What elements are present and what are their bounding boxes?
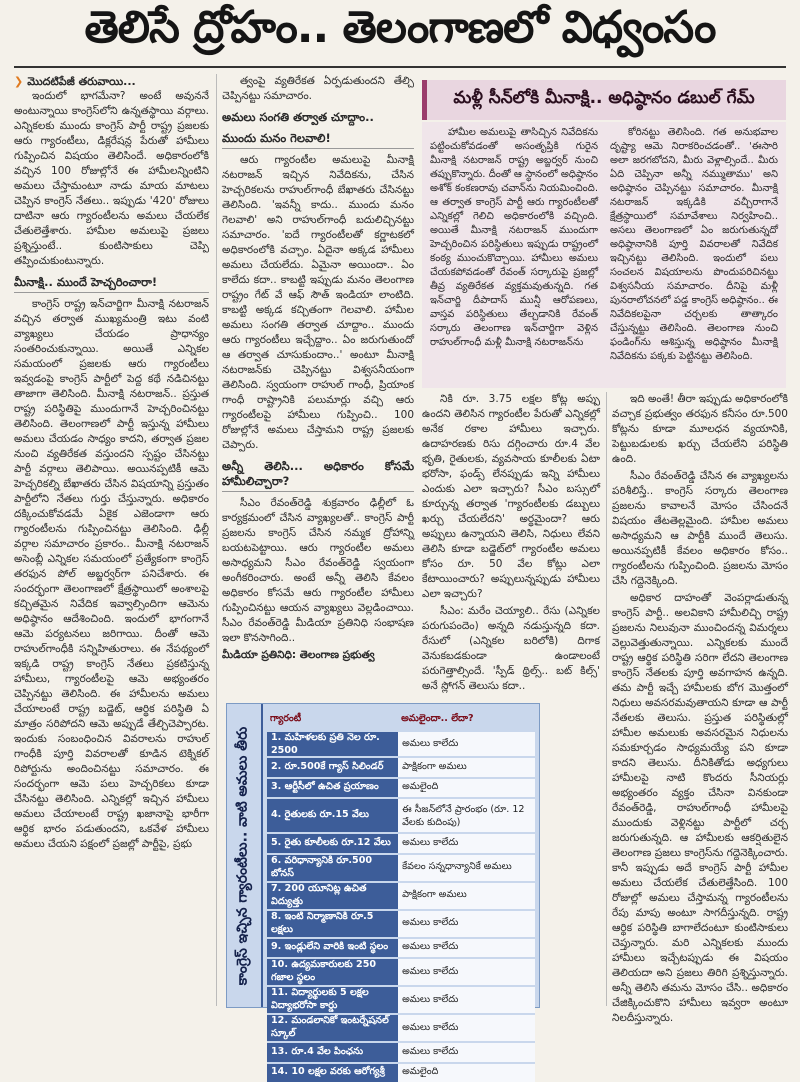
col4-paragraph-1: ఇది అంతే! తీరా ఇప్పుడు అధికారంలోకి వచ్చాక ప్రభుత్వం తరఫున కనీసం రూ.500 కోట్లను కూడా మూలధన వ్యయానికి, పెట్టుబడులకు ఖర్చు చేయలేని పరిస్థితి ఉంది. — [612, 392, 788, 467]
status-cell: కేవలం సన్నధాన్యానికే అమలు — [398, 854, 535, 882]
guarantee-cell: 4. రైతులకు రూ.15 వేలు — [267, 798, 398, 833]
box-column-right — [610, 126, 778, 384]
col2-subheading-3: అన్నీ తెలిసి... అధికారం కోసమే హామీలిచ్చారా? — [222, 459, 414, 492]
column-3 — [422, 392, 600, 698]
status-cell: అమలు కాలేదు — [398, 833, 535, 854]
guarantee-cell: 12. మండలానికో ఇంటర్నేషనల్ స్కూల్ — [267, 1014, 398, 1042]
box-right-text: కోరినట్టు తెలిసింది. గత అనుభవాల దృష్ట్యా ఆమె నిరాకరించడంతో.. 'ఈసారి అలా జరగబోదని, మీరు వెళ్లాల్సిందే.. మీరు ఏది చెప్పినా అన్నీ నమ్ముతాము' అని అధిష్ఠానం చెప్పినట్టు సమాచారం. మీనాక్షి నటరాజన్ ఇక్కడికి వచ్చీరాగానే క్షేత్రస్థాయిలో సమావేశాలు నిర్వహించి.. అసలు తెలంగాణలో ఏం జరుగుతున్నదో అధిష్ఠానానికి పూర్తి వివరాలతో నివేదిక ఇచ్చినట్టు తెలిసింది. ఇందులో పలు సంచలన విషయాలను పొందుపరిచినట్టు విశ్వసనీయ సమాచారం. దీనిపై మళ్లీ పునరాలోచనలో పడ్డ కాంగ్రెస్ అధిష్ఠానం.. ఈ నివేదికలపైనా చర్చలకు తాత్కారం చేస్తున్నట్టు తెలిసింది. తెలంగాణ నుంచి ఫండింగ్‌ను ఆశిస్తున్న అధిష్ఠానం మీనాక్షి నివేదికను పక్కకు పెట్టినట్టు తెలిసింది. — [610, 126, 778, 364]
table-header-status: అమలైందా.. లేదా? — [398, 708, 535, 731]
page-headline: తెలిసే ద్రోహం.. తెలంగాణలో విధ్వంసం — [0, 0, 800, 66]
table-header-row — [267, 708, 535, 731]
guarantee-cell: 1. మహిళలకు ప్రతి నెల రూ. 2500 — [267, 731, 398, 757]
guarantee-cell: 6. వరిధాన్యానికి రూ.500 బోనస్ — [267, 854, 398, 882]
box-headline — [422, 80, 786, 120]
table-row — [267, 1063, 535, 1082]
table-row — [267, 757, 535, 778]
column-4 — [612, 392, 788, 1006]
status-cell: అమలు కాలేదు — [398, 1042, 535, 1063]
guarantee-table-box — [226, 703, 540, 1008]
col1-paragraph-2: కాంగ్రెస్ రాష్ట్ర ఇన్‌చార్జిగా మీనాక్షి నటరాజన్ వచ్చిన తర్వాత ముఖ్యమంత్రి ఇటు వంటి వ్యాఖ్యలు చేయడం ప్రాధాన్యం సంతరించుకున్నాయి. అయితే ఎన్నికల సమయంలో ప్రజలకు ఆరు గ్యారంటీలు ఇవ్వడంపై కాంగ్రెస్ పార్టీలో పెద్ద కథే నడిచినట్టు తాజాగా తెలిసింది. మీనాక్షి నటరాజన్.. ప్రస్తుత రాష్ట్ర పరిస్థితిపై ముందుగానే హెచ్చరించినట్టు తెలిసింది. తెలంగాణలో పార్టీ ఇస్తున్న హామీలు అమలు చేయడం సాధ్యం కాదని, తర్వాత ప్రజల నుంచి వ్యతిరేకత వస్తుందని స్పష్టం చేసినట్టు పార్టీ వర్గాలు తెలిపాయి. అయినప్పటికీ ఆమె హెచ్చరికల్ని బేఖాతరు చేసిన విషయాన్ని ప్రస్తుతం పార్టీలోని నేతలు గుర్తు చేస్తున్నారు. అధికారం దక్కించుకోవడమే ఏకైక ఎజెండాగా ఆరు గ్యారంటీలను గుప్పించినట్టు తెలిసింది. ఢిల్లీ వర్గాల సమాచారం ప్రకారం.. మీనాక్షి నటరాజన్ అసెంబ్లీ ఎన్నికల సమయంలో ప్రత్యేకంగా కాంగ్రెస్ తరఫున పోల్ అబ్జర్వర్‌గా పనిచేశారు. ఈ సందర్భంగా తెలంగాణలో క్షేత్రస్థాయిలో అంశాలపై కచ్చితమైన నివేదిక ఇవ్వాల్సిందిగా ఆమెను అధిష్ఠానం ఆదేశించింది. ఇందులో భాగంగానే ఆమె పర్యటనలు జరిగాయి. దీంతో ఆమె రాహుల్‌గాంధీకి సన్నిహితురాలు. ఈ నేపథ్యంలో ఇక్కడి రాష్ట్ర కాంగ్రెస్ నేతలు ప్రకటిస్తున్న హామీలు, గ్యారంటీలపై ఆమె అభ్యంతరం చెప్పినట్టు తెలిసింది. ఈ హామీలను అమలు చేయాలంటే రాష్ట్ర బడ్జెట్, ఆర్థిక పరిస్థితి ఏ మాత్రం సరిపోదని ఆమె అప్పుడే తేల్చిచెప్పారట. ఇందుకు సంబంధించిన వివరాలను రాహుల్ గాంధీకి పూర్తి వివరాలతో కూడిన టెక్నికల్ రిపోర్టును అందించినట్టు సమాచారం. ఈ సందర్భంగా ఆమె పలు హెచ్చరికలు కూడా చేసినట్టు తెలిసింది. ఎన్నికల్లో ఇచ్చిన హామీలు అమలు చేయాలంటే రాష్ట్ర ఖజానాపై భారీగా ఆర్థిక భారం పడుతుందని, ఒకవేళ హామీలు అమలు చేయని పక్షంలో ప్రజల్లో పార్టీపై, ప్రభు — [14, 297, 209, 852]
col1-paragraph-1: ఇందులో భాగమేనా? అంటే అవుననే అంటున్నాయి కాంగ్రెస్‌లోని ఉన్నతస్థాయి వర్గాలు. ఎన్నికలకు ముందు కాంగ్రెస్ పార్టీ రాష్ట్ర ప్రజలకు ఆరు గ్యారంటీలు, డిక్లరేషన్ల పేరుతో హామీలు గుప్పించిన విషయం తెలిసిందే. అధికారంలోకి వచ్చిన 100 రోజుల్లోనే ఈ హామీలన్నింటిని అమలు చేస్తామంటూ నాడు మాయ మాటలు చెప్పిన కాంగ్రెస్ నేతలు.. ఇప్పుడు '420' రోజులు దాటినా ఆరు గ్యారంటీలను అమలు చేయలేక చేతులెత్తేశారు. హామీల అమలుపై ప్రజలు ప్రశ్నిస్తుంటే.. కుంటిసాకులు చెప్పి తప్పించుకుంటున్నారు. — [14, 89, 209, 269]
status-cell: అమలు కాలేదు — [398, 958, 535, 986]
guarantee-cell: 3. ఆర్టీసీలో ఉచిత ప్రయాణం — [267, 778, 398, 799]
table-row — [267, 1014, 535, 1042]
table-row — [267, 833, 535, 854]
status-cell: అమలు కాలేదు — [398, 731, 535, 757]
status-cell: పాక్షికంగా అమలు — [398, 757, 535, 778]
box-left-text: హామీల అమలుపై తాసిచ్చిన నివేదికను పట్టించుకోవడంతో అసంతృప్తికి గురైన మీనాక్షి నటరాజన్ రాష్ట్ర అబ్జర్వర్ నుంచి తప్పుకొన్నారు. దీంతో ఆ స్థానంలో అధిష్ఠానం అశోక్ కంకణరావు చవాన్‌ను నియమించింది. ఆ తర్వాత కాంగ్రెస్ పార్టీ ఆరు గ్యారంటీలతో ఎన్నికల్లో గెలిచి అధికారంలోకి వచ్చింది. అయితే మీనాక్షి నటరాజన్ ముందుగా హెచ్చరించిన పరిస్థితులు ఇప్పుడు రాష్ట్రంలో కంఠ్య ముంచుకొచ్చాయి. హామీలు అమలు చేయకపోవడంతో రేవంత్ సర్కారుపై ప్రజల్లో తీవ్ర వ్యతిరేకత వ్యక్తమవుతున్నది. గత ఇన్‌చార్జి దీపాదాస్ మున్షీ ఆరోపణలు, వాస్తవ పరిస్థితులు తేల్చడానికి రేవంత్ సర్కారు తెలంగాణ ఇన్‌చార్జిగా వెళ్లిన రాహుల్‌గాంధీ మళ్లీ మీనాక్షి నటరాజన్‌ను — [430, 126, 598, 350]
table-body — [267, 731, 535, 1082]
kicker-text: మొదటిపేజీ తరువాయి... — [27, 75, 136, 88]
status-cell: ఈ సీజన్‌లోనే ప్రారంభం (రూ. 12 వేలకు కుదింపు) — [398, 798, 535, 833]
guarantee-cell: 5. రైతు కూలీలకు రూ.12 వేలు — [267, 833, 398, 854]
guarantee-cell: 10. ఉద్యమకారులకు 250 గజాల స్థలం — [267, 958, 398, 986]
status-cell: అమలు కాలేదు — [398, 910, 535, 938]
headline-rule — [14, 66, 786, 68]
status-cell: అమలు కాలేదు — [398, 986, 535, 1014]
table-row — [267, 910, 535, 938]
table-vertical-title: కాంగ్రెస్ ఇచ్చిన గ్యారంటీలు.. వాటి అమలు తీరు — [227, 704, 261, 1007]
status-cell: అమలు కాలేదు — [398, 1014, 535, 1042]
guarantee-cell: 11. విద్యార్థులకు 5 లక్షల విద్యాభరోసా కార్డు — [267, 986, 398, 1014]
table-vertical-rule — [261, 704, 263, 1007]
column-divider — [606, 392, 607, 1006]
table-row — [267, 1042, 535, 1063]
col4-paragraph-3: అధికార దాహంతో వెంపర్లాడుతున్న కాంగ్రెస్ పార్టీ.. అలవికాని హామీలిచ్చి రాష్ట్ర ప్రజలను నిలువునా ముంచిందన్న విమర్శలు వెల్లువెత్తుతున్నాయి. ఎన్నికలకు ముందే రాష్ట్ర ఆర్థిక పరిస్థితి సరిగా లేదని తెలంగాణ కాంగ్రెస్ నేతలకు పూర్తి అవగాహన ఉన్నది. తమ పార్టీ ఇచ్చే హామీలకు బోగ మొత్తంలో నిధులు అవసరమవుతాయని కూడా ఆ పార్టీ నేతలకు తెలుసు. ప్రస్తుత పరిస్థితుల్లో హామీల అమలుకు అవసరమైన నిధులను సమకూర్చడం సాధ్యమయ్యే పని కూడా కాదని తెలుసు. దీనికితోడు అధ్యగులు హామీలపై నాటి కొందరు సీనియర్లు అభ్యంతరం వ్యక్తం చేసినా వినకుండా రేవంత్‌రెడ్డి, రాహుల్‌గాంధీ హామీలపై ముందుకు వెళ్లినట్టు పార్టీలో చర్చ జరుగుతున్నది. ఆ హామీలకు ఆకర్షితులైన తెలంగాణ ప్రజలు కాంగ్రెస్‌ను గద్దెనెక్కించారు. కానీ ఇప్పుడు అదే కాంగ్రెస్ పార్టీ హామీల అమలు చేయలేక చేతులెత్తేసింది. 100 రోజుల్లో అమలు చేస్తామన్న గ్యారంటీలను రేపు మాపు అంటూ సాగదీస్తున్నది. రాష్ట్ర ఆర్థిక పరిస్థితి బాగాలేదంటూ కుంటిసాకులు చెప్తున్నారు. మరి ఎన్నికలకు ముందు హామీలు ఇచ్చేటప్పుడు ఈ విషయం తెలియదా అని ప్రజలు తిరిగి ప్రశ్నిస్తున్నారు. అన్నీ తెలిసి తమను మోసం చేసి.. అధికారం చేజిక్కించుకొని హామీలు ఇవ్వరా అంటూ నిలదీస్తున్నారు. — [612, 591, 788, 1026]
table-row — [267, 854, 535, 882]
table-row — [267, 731, 535, 757]
arrow-icon: ❯ — [14, 75, 23, 88]
col2-paragraph-3: సీఎం రేవంత్‌రెడ్డి శుక్రవారం ఢిల్లీలో ఓ కార్యక్రమంలో చేసిన వ్యాఖ్యలతో.. కాంగ్రెస్ పార్టీ ప్రజలను కాంగ్రెస్ చేసిన నమ్మక ద్రోహాన్ని బయటపెట్టాయి. ఆరు గ్యారంటీల అమలు అసాధ్యమని సీఎం రేవంత్‌రెడ్డి స్వయంగా అంగీకరించారు. అంటే అన్నీ తెలిసి కేవలం అధికారం కోసమే ఆరు గ్యారంటీల హామీలు గుప్పించినట్టు ఆయన వ్యాఖ్యలు వెల్లడించాయి. సీఎం రేవంత్‌రెడ్డి మీడియా ప్రతినిధి సంభాషణ ఇలా కొనసాగింది.. — [222, 496, 414, 646]
guarantee-cell: 13. రూ.4 వేల పింఛను — [267, 1042, 398, 1063]
table-row — [267, 938, 535, 959]
status-cell: అమలైంది — [398, 1063, 535, 1082]
status-cell: పాక్షికంగా అమలు — [398, 882, 535, 910]
guarantee-cell: 8. ఇంటి నిర్మాణానికి రూ.5 లక్షలు — [267, 910, 398, 938]
box-title: మళ్లీ సీన్‌లోకి మీనాక్షి.. అధిష్ఠానం డబుల్ గేమ్ — [453, 88, 754, 112]
table-row — [267, 778, 535, 799]
col2-subheading-1: అమలు సంగతి తర్వాత చూద్దాం.. — [222, 110, 414, 125]
kicker — [14, 74, 209, 89]
guarantee-table — [267, 708, 535, 1082]
col2-paragraph-1: త్వంపై వ్యతిరేకత ఏర్పడుతుందని తేల్చి చెప్పినట్టు సమాచారం. — [222, 74, 414, 104]
status-cell: అమలు కాలేదు — [398, 938, 535, 959]
column-2 — [222, 74, 414, 700]
col4-paragraph-2: సీఎం రేవంత్‌రెడ్డి చేసిన ఈ వ్యాఖ్యలను పరిశీలిస్తే.. కాంగ్రెస్ సర్కారు తెలంగాణ ప్రజలను కావాలనే మోసం చేసిందనే విషయం తేటతెల్లమైంది. హామీల అమలు అసాధ్యమని ఆ పార్టీకి ముందే తెలుసు. అయినప్పటికీ కేవలం అధికారం కోసం.. గ్యారంటీలను గుప్పించింది. ప్రజలను మోసం చేసి గద్దెనెక్కింది. — [612, 469, 788, 589]
col3-paragraph-1: నికి రూ. 3.75 లక్షల కోట్ల అప్పు ఉందని తెలిసిన గ్యారంటీల పేరుతో ఎన్నికల్లో అనేక రకాల హామీలు ఇచ్చారు. ఉదాహరణకు రిసు దగ్గించారు రూ.4 వేల భృతి, రైతులకు, వ్యవసాయ కూలీలకు ఏటా భరోసా, ఫండ్స్ లేనప్పుడు ఇన్ని హామీలు ఎందుకు ఎలా ఇచ్చారు? సీఎం బస్సులో కూర్చున్న తర్వాత 'గ్యారంటీలకు డబ్బులు ఖర్చు చేయలేదని' అర్థమైందా? ఆరు అప్పులు ఉన్నాయని తెలిసి, నిధులు లేవని తెలిసి కూడా బడ్జెట్‌లో గ్యారంటీల అమలు కోసం రూ. 50 వేల కోట్లు ఎలా కేటాయించారు? అప్పులున్నప్పుడు హామీలు ఎలా ఇచ్చారు? — [422, 392, 600, 602]
column-divider — [216, 74, 217, 1006]
col1-subheading: మీనాక్షి.. ముందే హెచ్చరించారా! — [14, 275, 209, 293]
table-header-guarantee: గ్యారంటీ — [267, 708, 398, 731]
table-row — [267, 986, 535, 1014]
guarantee-cell: 2. రూ.500కే గ్యాస్ సిలిండర్ — [267, 757, 398, 778]
box-column-left — [430, 126, 598, 384]
col3-paragraph-2: సీఎం: మరేం చెయ్యాలి.. రేసు (ఎన్నికల పరుగుపందెం) అన్నది నడుస్తున్నది కదా. రేసులో (ఎన్నికల బరిలోకి) దిగాక వెనుకబడకుండా ఉండాలంటే పరుగెత్తాల్సిందే. 'స్పీడ్ థ్రిల్స్.. బట్ కిల్స్' అనే స్లోగన్ తెలుసు కదా.. — [422, 604, 600, 694]
table-row — [267, 882, 535, 910]
column-1 — [14, 74, 209, 1006]
col2-paragraph-2: ఆరు గ్యారంటీల అమలుపై మీనాక్షి నటరాజన్ ఇచ్చిన నివేదికను, చేసిన హెచ్చరికలను రాహుల్‌గాంధీ బేఖాతరు చేసినట్టు తెలిసింది. 'ఇవన్నీ కాదు.. ముందు మనం గెలవాలి' అని రాహుల్‌గాంధీ బదులిచ్చినట్టు సమాచారం. 'ఐదే గ్యారంటీలతో కర్ణాటకలో అధికారంలోకి వచ్చాం. ఏదైనా అక్కడ హామీలు అమలు చేయలేదు. ఏమైనా అయిందా.. ఏం కాలేదు కదా.. కాబట్టి ఇప్పుడు మనం తెలంగాణ రాష్ట్రం గేట్ వే ఆఫ్ సౌత్ ఇండియా లాంటిది. కాబట్టి అక్కడ కచ్చితంగా గెలవాలి. హామీల అమలు సంగతి తర్వాత చూద్దాం.. ముందు ఆరు గ్యారంటీలు ఇచ్చేద్దాం.. ఏం జరుగుతుందో ఆ తర్వాత చూసుకుందాం..' అంటూ మీనాక్షి నటరాజన్‌కు చెప్పినట్టు విశ్వసనీయంగా తెలిసింది. స్వయంగా రాహుల్ గాంధీ, ప్రియాంక గాంధీ రాష్ట్రానికి పలుమార్లు వచ్చి ఆరు గ్యారంటీలపై హామీలు గుప్పించి.. 100 రోజుల్లోనే అమలు చేస్తామని రాష్ట్ర ప్రజలకు చెప్పారు. — [222, 153, 414, 453]
table-row — [267, 958, 535, 986]
guarantee-cell: 9. ఇండ్లులేని వారికి ఇంటి స్థలం — [267, 938, 398, 959]
box-body — [422, 122, 786, 388]
status-cell: అమలైంది — [398, 778, 535, 799]
guarantee-cell: 14. 10 లక్షల వరకు ఆరోగ్యశ్రీ — [267, 1063, 398, 1082]
byline: మీడియా ప్రతినిధి: తెలంగాణ ప్రభుత్వ — [222, 648, 414, 663]
guarantee-cell: 7. 200 యూనిట్ల ఉచిత విద్యుత్తు — [267, 882, 398, 910]
box-accent-bar — [422, 80, 427, 120]
table-row — [267, 798, 535, 833]
col2-subheading-2: ముందు మనం గెలవాలి! — [222, 131, 414, 149]
